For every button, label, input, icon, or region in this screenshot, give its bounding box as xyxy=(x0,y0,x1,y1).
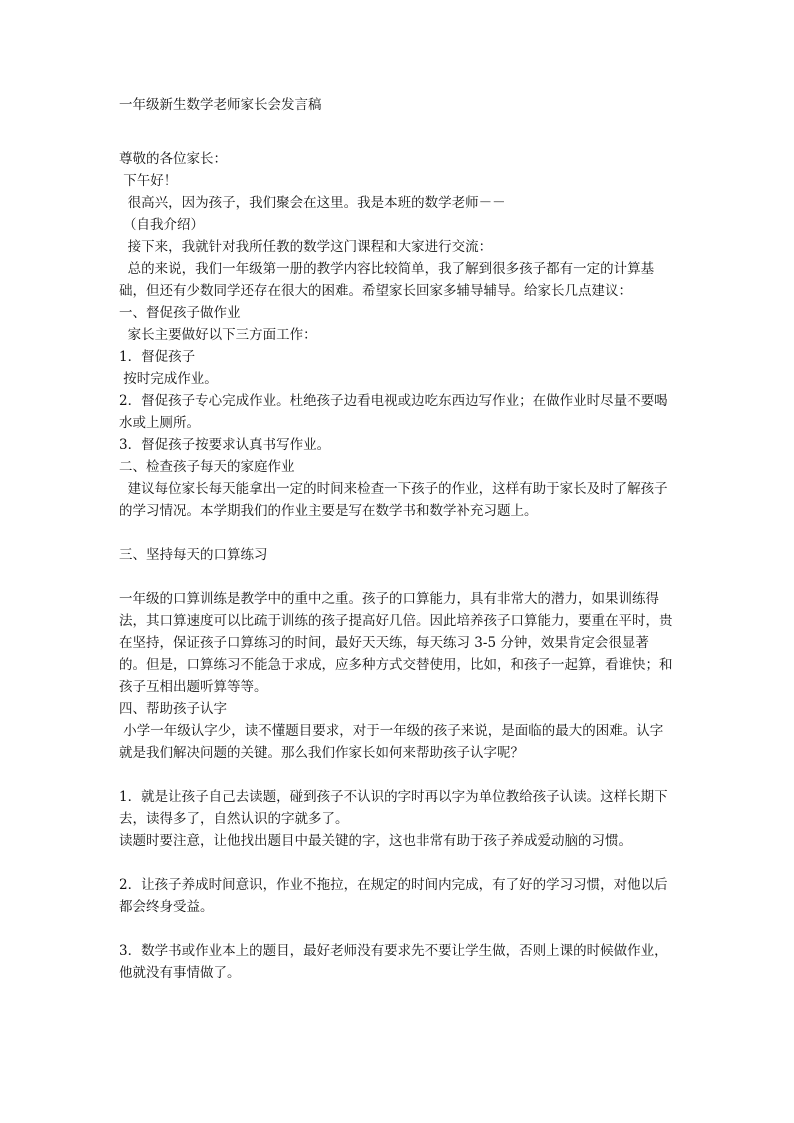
good-afternoon: 下午好！ xyxy=(119,173,178,189)
section1-item1-detail: 按时完成作业。 xyxy=(119,371,218,387)
greeting: 尊敬的各位家长： xyxy=(119,151,227,167)
section1-intro: 家长主要做好以下三方面工作： xyxy=(119,327,317,343)
overview-paragraph: 总的来说，我们一年级第一册的教学内容比较简单，我了解到很多孩子都有一定的计算基础，但还有少数同学还存在很大的困难。希望家长回家多辅导辅导。给家长几点建议： xyxy=(119,261,655,299)
spacer xyxy=(119,116,675,138)
section2-body: 建议每位家长每天能拿出一定的时间来检查一下孩子的作业，这样有助于家长及时了解孩子的学习情况。本学期我们的作业主要是写在数学书和数学补充习题上。 xyxy=(119,481,668,519)
section1-item2: 2．督促孩子专心完成作业。杜绝孩子边看电视或边吃东西边写作业；在做作业时尽量不要喝水或上厕所。 xyxy=(119,393,668,431)
section1-item1: 1．督促孩子 xyxy=(119,349,196,365)
self-intro: （自我介绍） xyxy=(123,217,204,233)
section3-body: 一年级的口算训练是教学中的重中之重。孩子的口算能力，具有非常大的潜力，如果训练得法，其口算速度可以比疏于训练的孩子提高好几倍。因此培养孩子口算能力，要重在平时，贵在坚持，保证孩子口算练习的时间，最好天天练，每天练习 3-5 分钟，效果肯定会很显著的。但是，口算练习不能急于求成，应多种方式交替使用，比如，和孩子一起算，看谁快；和孩子互相出题听算等等。 xyxy=(119,591,673,695)
intro-line: 很高兴，因为孩子，我们聚会在这里。我是本班的数学老师－－ xyxy=(119,195,506,211)
spacer xyxy=(119,764,675,786)
spacer xyxy=(119,918,675,940)
section1-title: 一、督促孩子做作业 xyxy=(119,305,241,321)
tip1: 1．就是让孩子自己去读题，碰到孩子不认识的字时再以字为单位教给孩子认读。这样长期下去，读得多了，自然认识的字就多了。 xyxy=(119,789,668,827)
tip3: 3．数学书或作业本上的题目，最好老师没有要求先不要让学生做，否则上课的时候做作业，他就没有事情做了。 xyxy=(119,943,668,981)
spacer xyxy=(119,852,675,874)
tip1-note: 读题时要注意，让他找出题目中最关键的字，这也非常有助于孩子养成爱动脑的习惯。 xyxy=(119,833,632,849)
spacer xyxy=(119,566,675,588)
section2-title: 二、检查孩子每天的家庭作业 xyxy=(119,459,295,475)
section3-title: 三、坚持每天的口算练习 xyxy=(119,547,268,563)
document-title: 一年级新生数学老师家长会发言稿 xyxy=(119,97,322,113)
document-body xyxy=(119,94,675,984)
next-line: 接下来，我就针对我所任教的数学这门课程和大家进行交流： xyxy=(119,239,493,255)
spacer xyxy=(119,138,675,148)
section4-body: 小学一年级认字少，读不懂题目要求，对于一年级的孩子来说，是面临的最大的困难。认字就是我们解决问题的关键。那么我们作家长如何来帮助孩子认字呢？ xyxy=(119,723,664,761)
spacer xyxy=(119,522,675,544)
tip2: 2．让孩子养成时间意识，作业不拖拉，在规定的时间内完成，有了好的学习习惯，对他以后都会终身受益。 xyxy=(119,877,668,915)
section1-item3: 3．督促孩子按要求认真书写作业。 xyxy=(119,437,331,453)
section4-title: 四、帮助孩子认字 xyxy=(119,701,227,717)
